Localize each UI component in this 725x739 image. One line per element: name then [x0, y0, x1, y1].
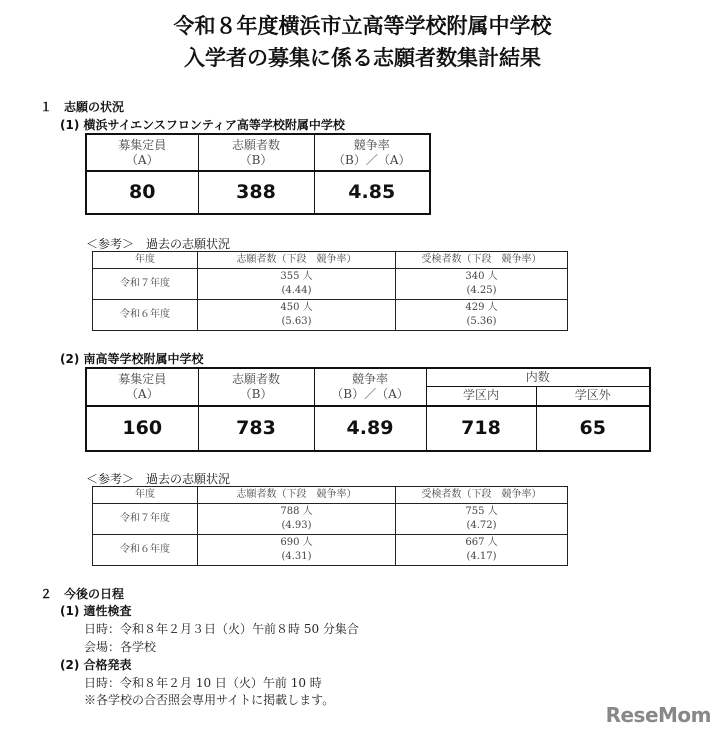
exam-venue: 会場：各学校: [84, 640, 157, 654]
year: 令和７年度: [93, 269, 198, 300]
school2-label: (2) 南高等学校附属中学校: [60, 352, 204, 366]
ref-header: 年度: [93, 487, 198, 504]
header-breakdown: 内数: [426, 368, 650, 386]
ref1-table: [92, 251, 568, 331]
page-subtitle: 入学者の募集に係る志願者数集計結果: [184, 46, 541, 70]
header-capacity: 募集定員 （A）: [86, 134, 198, 171]
value-capacity: 80: [86, 171, 198, 214]
section1-heading: １ 志願の状況: [40, 100, 125, 114]
header-capacity: 募集定員 （A）: [86, 368, 198, 406]
ref-header: 受検者数（下段 競争率）: [396, 252, 568, 269]
value-ratio: 4.89: [314, 406, 426, 451]
examinees: 755 人 (4.72): [396, 504, 568, 535]
applicants: 450 人 (5.63): [198, 300, 396, 331]
schedule-exam-label: (1) 適性検査: [60, 604, 132, 618]
header-out-district: 学区外: [536, 386, 650, 406]
ref-header: 受検者数（下段 競争率）: [396, 487, 568, 504]
applicants: 788 人 (4.93): [198, 504, 396, 535]
school2-table: [85, 367, 651, 452]
header-in-district: 学区内: [426, 386, 536, 406]
table-row: [93, 504, 568, 535]
value-ratio: 4.85: [314, 171, 430, 214]
value-applicants: 783: [198, 406, 314, 451]
value-in-district: 718: [426, 406, 536, 451]
year: 令和６年度: [93, 535, 198, 566]
resemom-logo: ReseMom: [605, 703, 711, 727]
header-ratio: 競争率 （B）／（A）: [314, 134, 430, 171]
table-row: [93, 535, 568, 566]
ref1-label: ＜参考＞ 過去の志願状況: [86, 237, 231, 251]
result-note: ※各学校の合否照会専用サイトに掲載します。: [84, 693, 335, 707]
ref-header: 志願者数（下段 競争率）: [198, 252, 396, 269]
table-row: [93, 300, 568, 331]
school1-table: [85, 133, 431, 215]
header-applicants: 志願者数 （B）: [198, 368, 314, 406]
header-applicants: 志願者数 （B）: [198, 134, 314, 171]
year: 令和６年度: [93, 300, 198, 331]
ref-header: 年度: [93, 252, 198, 269]
examinees: 340 人 (4.25): [396, 269, 568, 300]
value-capacity: 160: [86, 406, 198, 451]
examinees: 429 人 (5.36): [396, 300, 568, 331]
result-datetime: 日時：令和８年２月 10 日（火）午前 10 時: [84, 676, 322, 690]
schedule-result-label: (2) 合格発表: [60, 658, 132, 672]
ref2-label: ＜参考＞ 過去の志願状況: [86, 472, 231, 486]
value-out-district: 65: [536, 406, 650, 451]
examinees: 667 人 (4.17): [396, 535, 568, 566]
section2-heading: ２ 今後の日程: [40, 587, 125, 601]
exam-datetime: 日時：令和８年２月３日（火）午前８時 50 分集合: [84, 622, 359, 636]
year: 令和７年度: [93, 504, 198, 535]
header-ratio: 競争率 （B）／（A）: [314, 368, 426, 406]
value-applicants: 388: [198, 171, 314, 214]
table-row: [93, 269, 568, 300]
ref2-table: [92, 486, 568, 566]
ref-header: 志願者数（下段 競争率）: [198, 487, 396, 504]
applicants: 355 人 (4.44): [198, 269, 396, 300]
page-title: 令和８年度横浜市立高等学校附属中学校: [173, 14, 552, 38]
school1-label: (1) 横浜サイエンスフロンティア高等学校附属中学校: [60, 118, 345, 132]
applicants: 690 人 (4.31): [198, 535, 396, 566]
